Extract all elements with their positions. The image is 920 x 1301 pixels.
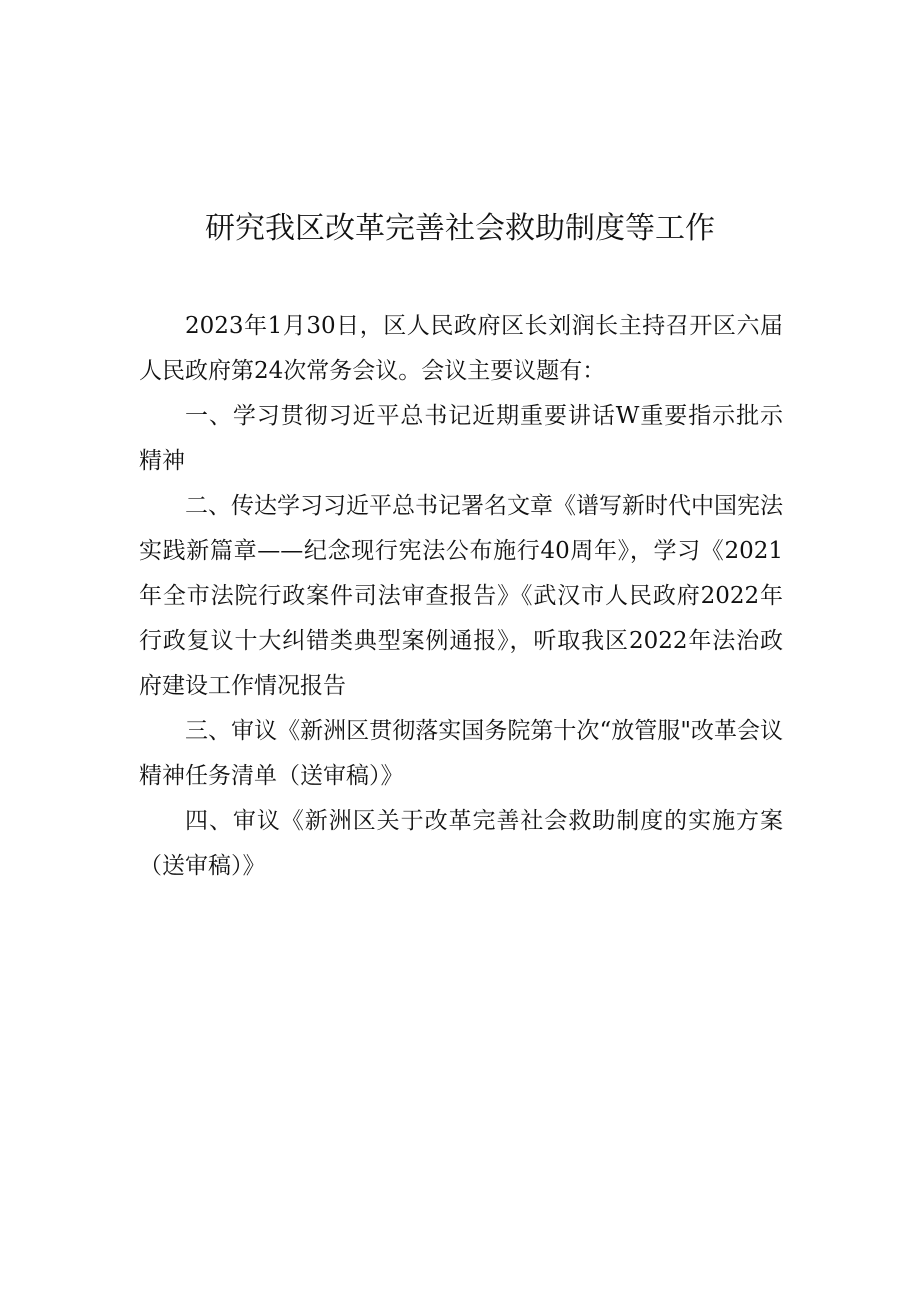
agenda-item-1: 一、学习贯彻习近平总书记近期重要讲话W重要指示批示精神 bbox=[139, 403, 783, 474]
document-body bbox=[139, 304, 783, 889]
agenda-item-2: 二、传达学习习近平总书记署名文章《谱写新时代中国宪法实践新篇章——纪念现行宪法公布施行40周年》，学习《2021年全市法院行政案件司法审查报告》《武汉市人民政府2022年行政复议十大纠错类典型案例通报》，听取我区2022年法治政府建设工作情况报告 bbox=[139, 493, 783, 699]
document-title: 研究我区改革完善社会救助制度等工作 bbox=[205, 211, 715, 246]
agenda-item-3: 三、审议《新洲区贯彻落实国务院第十次“放管服"改革会议精神任务清单（送审稿）》 bbox=[139, 718, 783, 789]
agenda-item-4: 四、审议《新洲区关于改革完善社会救助制度的实施方案（送审稿）》 bbox=[139, 808, 783, 879]
meeting-intro-paragraph: 2023年1月30日，区人民政府区长刘润长主持召开区六届人民政府第24次常务会议。会议主要议题有： bbox=[139, 313, 783, 384]
